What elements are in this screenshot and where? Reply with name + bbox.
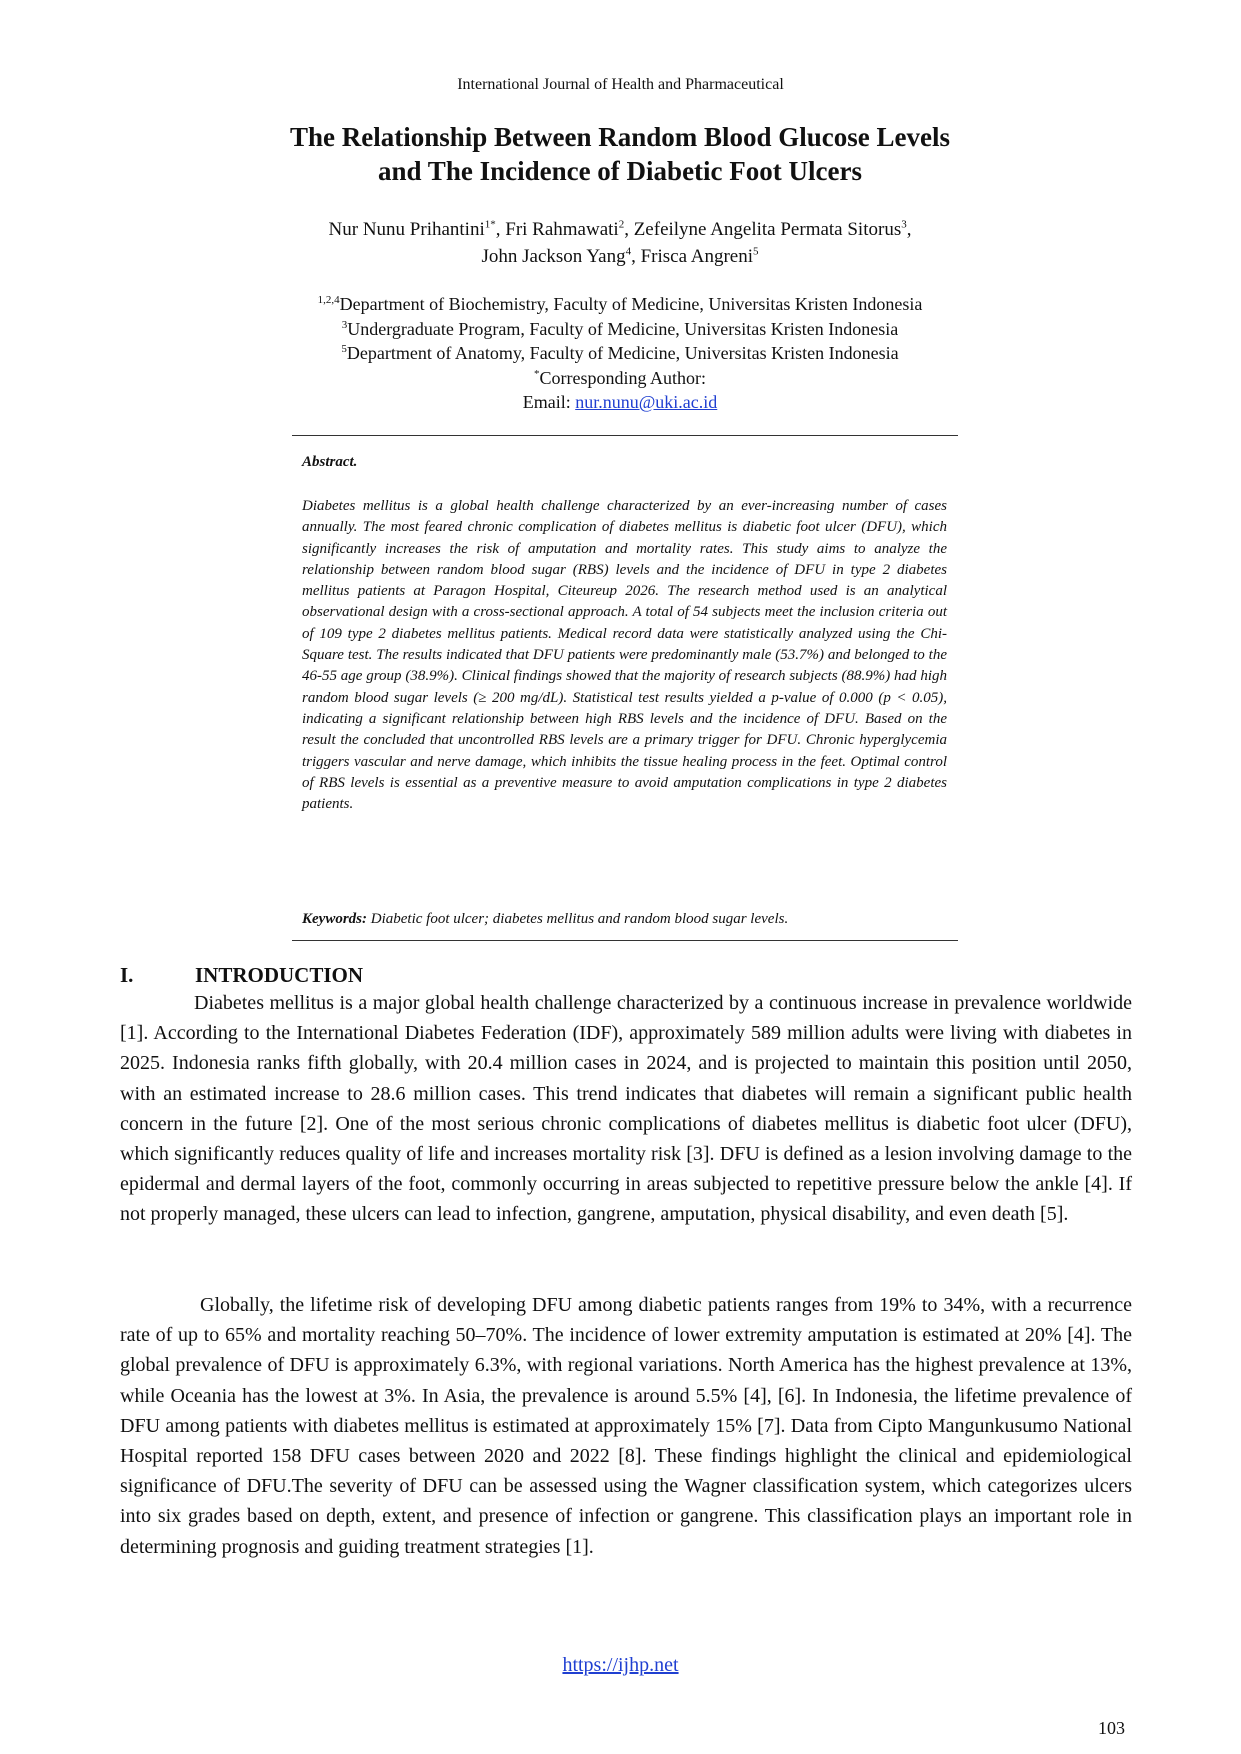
- author-name: Nur Nunu Prihantini: [328, 219, 485, 240]
- page-number: 103: [1098, 1718, 1125, 1738]
- affiliation-superscript: 5: [341, 343, 347, 355]
- authors-line-1: Nur Nunu Prihantini$^{1*}$, Fri Rahmawati$^2$, Zefeilyne Angelita Permata Sitorus$^3$,: [328, 218, 912, 240]
- author-superscript: 3: [901, 218, 907, 231]
- abstract-top-divider: [292, 435, 958, 436]
- affiliation-superscript: 1,2,4: [317, 294, 340, 306]
- author-superscript: 5: [753, 245, 759, 258]
- title-line-1: The Relationship Between Random Blood Glucose Levels: [289, 122, 951, 152]
- author-superscript: 2: [618, 218, 625, 231]
- journal-name: International Journal of Health and Pharmaceutical: [457, 76, 784, 93]
- author-list: [200, 216, 1040, 270]
- author-superscript: 1*: [484, 218, 496, 231]
- authors-line-2: John Jackson Yang$^4$, Frisca Angreni$^5$: [481, 245, 759, 267]
- paper-title: [200, 120, 1040, 188]
- affiliation-line: [200, 341, 1040, 366]
- abstract-bottom-divider: [292, 940, 958, 941]
- introduction-paragraph-2: Globally, the lifetime risk of developing DFU among diabetic patients ranges from 19% to 34%, with a recurrence rate of up to 65% and mortality reaching 50–70%. The incidence of lower extremity amputation is estimated at 20% [4]. The global prevalence of DFU is approximately 6.3%, with regional variations. North America has the highest prevalence at 13%, while Oceania has the lowest at 3%. In Asia, the prevalence is around 5.5% [4], [6]. In Indonesia, the lifetime prevalence of DFU among patients with diabetes mellitus is estimated at approximately 15% [7]. Data from Cipto Mangunkusumo National Hospital reported 158 DFU cases between 2020 and 2022 [8]. These findings highlight the clinical and epidemiological significance of DFU.The severity of DFU can be assessed using the Wagner classification system, which categorizes ulcers into six grades based on depth, extent, and presence of infection or gangrene. This classification plays an important role in determining prognosis and guiding treatment strategies [1].: [120, 1294, 1132, 1558]
- title-line-2: and The Incidence of Diabetic Foot Ulcers: [378, 156, 862, 186]
- affiliation-text: Undergraduate Program, Faculty of Medicine, Universitas Kristen Indonesia: [347, 318, 899, 339]
- abstract-body: Diabetes mellitus is a global health challenge characterized by an ever-increasing number of cases annually. The most feared chronic complication of diabetes mellitus is diabetic foot ulcer (DFU), which significantly increases the risk of amputation and mortality rates. This study aims to analyze the relationship between random blood sugar (RBS) levels and the incidence of DFU in type 2 diabetes mellitus patients at Paragon Hospital, Citeureup 2026. The research method used is an analytical observational design with a cross-sectional approach. A total of 54 subjects meet the inclusion criteria out of 109 type 2 diabetes mellitus patients. Medical record data were statistically analyzed using the Chi-Square test. The results indicated that DFU patients were predominantly male (53.7%) and belonged to the 46-55 age group (38.9%). Clinical findings showed that the majority of research subjects (88.9%) had high random blood sugar levels (≥ 200 mg/dL). Statistical test results yielded a p-value of 0.000 (p < 0.05), indicating a significant relationship between high RBS levels and the incidence of DFU. Based on the result the concluded that uncontrolled RBS levels are a primary trigger for DFU. Chronic hyperglycemia triggers vascular and nerve damage, which inhibits the tissue healing process in the feet. Optimal control of RBS levels is essential as a preventive measure to avoid amputation complications in type 2 diabetes patients.: [302, 498, 947, 813]
- email-label: Email:: [522, 392, 576, 412]
- corresponding-label: Corresponding Author:: [539, 367, 706, 388]
- affiliation-line: [200, 317, 1040, 342]
- keywords: [302, 911, 947, 928]
- introduction-paragraph-1: Diabetes mellitus is a major global health challenge characterized by a continuous increase in prevalence worldwide [1]. According to the International Diabetes Federation (IDF), approximately 589 million adults were living with diabetes in 2025. Indonesia ranks fifth globally, with 20.4 million cases in 2024, and is projected to maintain this position until 2050, with an estimated increase to 28.6 million cases. This trend indicates that diabetes will remain a significant public health concern in the future [2]. One of the most serious chronic complications of diabetes mellitus is diabetic foot ulcer (DFU), which significantly reduces quality of life and increases mortality risk [3]. DFU is defined as a lesion involving damage to the epidermal and dermal layers of the foot, commonly occurring in areas subjected to repetitive pressure below the ankle [4]. If not properly managed, these ulcers can lead to infection, gangrene, amputation, physical disability, and even death [5].: [120, 992, 1132, 1226]
- affiliation-text: Department of Anatomy, Faculty of Medicine, Universitas Kristen Indonesia: [346, 343, 899, 363]
- section-title: INTRODUCTION: [195, 963, 364, 987]
- author-name: Frisca Angreni: [640, 246, 753, 267]
- affiliation-superscript: 3: [341, 318, 348, 331]
- journal-url-link[interactable]: https://ijhp.net: [562, 1654, 679, 1676]
- section-number: I.: [120, 963, 134, 987]
- author-name: John Jackson Yang: [481, 246, 626, 267]
- author-superscript: 4: [625, 245, 632, 258]
- abstract-heading: Abstract.: [302, 454, 358, 470]
- corresponding-superscript: *: [534, 367, 540, 380]
- corresponding-author: [200, 366, 1040, 391]
- email-line: [200, 390, 1040, 415]
- section-heading-introduction: [120, 963, 363, 988]
- keywords-text: Diabetic foot ulcer; diabetes mellitus and random blood sugar levels.: [367, 911, 789, 927]
- author-name: Zefeilyne Angelita Permata Sitorus: [633, 219, 902, 240]
- keywords-label: Keywords:: [302, 911, 367, 927]
- affiliation-line: [200, 292, 1040, 317]
- affiliation-text: Department of Biochemistry, Faculty of Medicine, Universitas Kristen Indonesia: [339, 294, 923, 314]
- author-name: Fri Rahmawati: [505, 219, 619, 240]
- affiliations: [200, 292, 1040, 415]
- email-link[interactable]: nur.nunu@uki.ac.id: [575, 392, 718, 412]
